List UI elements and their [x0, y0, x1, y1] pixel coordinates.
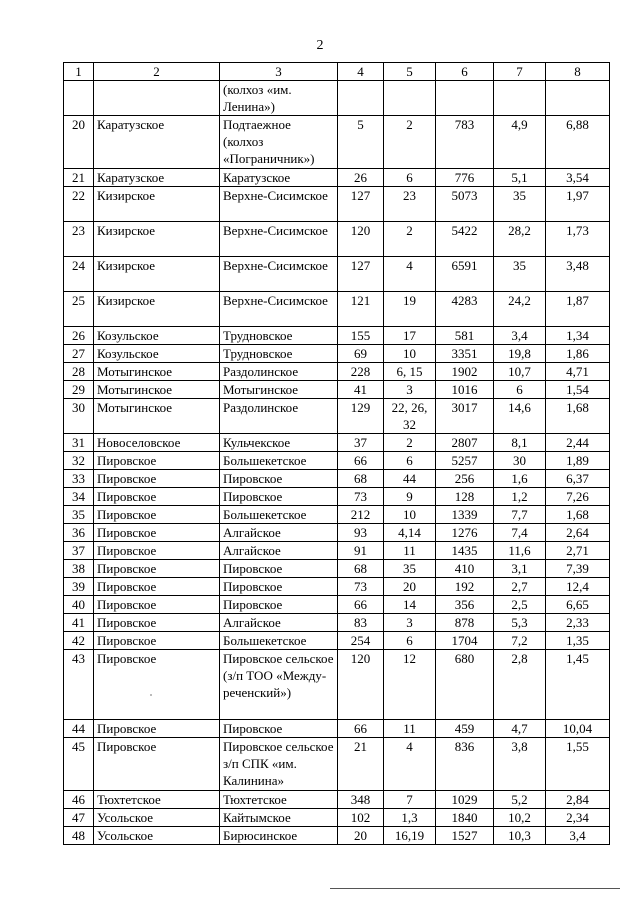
column-header: 6 [436, 63, 494, 81]
cell-c7: 1,2 [494, 488, 546, 506]
table-row [64, 720, 610, 738]
column-header: 3 [220, 63, 338, 81]
cell-district: Каратузское [94, 169, 220, 187]
cell-c4: 66 [338, 596, 384, 614]
table-row [64, 169, 610, 187]
cell-c4: 83 [338, 614, 384, 632]
cell-c4: 73 [338, 578, 384, 596]
cell-c4: 121 [338, 292, 384, 327]
cell-district: Козульское [94, 345, 220, 363]
cell-district: Пировское [94, 524, 220, 542]
cell-c4: 228 [338, 363, 384, 381]
cell-settlement: Кульчекское [220, 434, 338, 452]
table-body [64, 81, 610, 845]
cell-c7: 5,2 [494, 791, 546, 809]
cell-c5: 44 [384, 470, 436, 488]
table-row [64, 596, 610, 614]
cell-c6: 1527 [436, 827, 494, 845]
cell-c5: 16,19 [384, 827, 436, 845]
cell-c8: 7,26 [546, 488, 610, 506]
table-row [64, 827, 610, 845]
column-header: 4 [338, 63, 384, 81]
table-row [64, 399, 610, 434]
cell-c4: 68 [338, 560, 384, 578]
bottom-rule [330, 888, 620, 889]
cell-c6: 3017 [436, 399, 494, 434]
cell-c4: 129 [338, 399, 384, 434]
cell-n: 36 [64, 524, 94, 542]
cell-n: 46 [64, 791, 94, 809]
cell-settlement: Пировское [220, 488, 338, 506]
cell-c6: 836 [436, 738, 494, 791]
cell-n: 40 [64, 596, 94, 614]
cell-n: 38 [64, 560, 94, 578]
cell-district: Мотыгинское [94, 399, 220, 434]
cell-district: Пировское [94, 632, 220, 650]
cell-c5: 19 [384, 292, 436, 327]
cell-n: 37 [64, 542, 94, 560]
cell-c4: 91 [338, 542, 384, 560]
cell-c4: 120 [338, 222, 384, 257]
cell-c5: 2 [384, 116, 436, 169]
cell-n: 47 [64, 809, 94, 827]
cell-c8: 1,97 [546, 187, 610, 222]
cell-c8: 6,37 [546, 470, 610, 488]
column-header: 7 [494, 63, 546, 81]
cell-c4: 254 [338, 632, 384, 650]
cell-settlement: Большекетское [220, 632, 338, 650]
cell-n: 28 [64, 363, 94, 381]
scan-mark [150, 694, 152, 696]
cell-c7 [494, 81, 546, 116]
cell-district: Пировское [94, 650, 220, 720]
cell-n: 26 [64, 327, 94, 345]
cell-c4: 5 [338, 116, 384, 169]
cell-c7: 11,6 [494, 542, 546, 560]
cell-c5: 10 [384, 345, 436, 363]
cell-c7: 7,4 [494, 524, 546, 542]
cell-c5: 9 [384, 488, 436, 506]
cell-district [94, 81, 220, 116]
cell-c4: 37 [338, 434, 384, 452]
cell-district: Кизирское [94, 187, 220, 222]
cell-c6: 256 [436, 470, 494, 488]
cell-c5: 6 [384, 452, 436, 470]
cell-c7: 4,7 [494, 720, 546, 738]
cell-n: 31 [64, 434, 94, 452]
cell-c7: 3,8 [494, 738, 546, 791]
cell-c4: 41 [338, 381, 384, 399]
header-row [64, 63, 610, 81]
cell-c6: 3351 [436, 345, 494, 363]
cell-c7: 2,5 [494, 596, 546, 614]
cell-c7: 2,8 [494, 650, 546, 720]
cell-c8: 10,04 [546, 720, 610, 738]
cell-c5: 2 [384, 222, 436, 257]
cell-settlement: Верхне-Сисимское [220, 187, 338, 222]
cell-district: Пировское [94, 452, 220, 470]
cell-c8: 4,71 [546, 363, 610, 381]
cell-settlement: Тюхтетское [220, 791, 338, 809]
cell-c6: 581 [436, 327, 494, 345]
cell-c5: 6 [384, 169, 436, 187]
cell-c6: 459 [436, 720, 494, 738]
cell-c6: 1029 [436, 791, 494, 809]
cell-c8: 1,35 [546, 632, 610, 650]
cell-c6: 6591 [436, 257, 494, 292]
cell-c5: 3 [384, 614, 436, 632]
cell-c5: 11 [384, 720, 436, 738]
cell-c5: 20 [384, 578, 436, 596]
cell-n: 42 [64, 632, 94, 650]
cell-n: 30 [64, 399, 94, 434]
cell-settlement: Пировское [220, 720, 338, 738]
cell-n [64, 81, 94, 116]
cell-n: 41 [64, 614, 94, 632]
cell-c6: 783 [436, 116, 494, 169]
cell-c7: 10,2 [494, 809, 546, 827]
cell-c8: 1,54 [546, 381, 610, 399]
cell-c5: 4,14 [384, 524, 436, 542]
cell-settlement: Большекетское [220, 506, 338, 524]
column-header: 5 [384, 63, 436, 81]
cell-c8: 3,48 [546, 257, 610, 292]
cell-c8: 1,45 [546, 650, 610, 720]
cell-district: Каратузское [94, 116, 220, 169]
cell-c6: 776 [436, 169, 494, 187]
cell-c4: 127 [338, 187, 384, 222]
cell-district: Кизирское [94, 257, 220, 292]
cell-n: 39 [64, 578, 94, 596]
cell-settlement: (колхоз «им. Ленина») [220, 81, 338, 116]
cell-c8: 2,33 [546, 614, 610, 632]
cell-district: Пировское [94, 578, 220, 596]
cell-c4: 93 [338, 524, 384, 542]
cell-c5: 4 [384, 257, 436, 292]
cell-settlement: Трудновское [220, 345, 338, 363]
cell-c8: 2,44 [546, 434, 610, 452]
cell-district: Пировское [94, 720, 220, 738]
cell-c8: 6,65 [546, 596, 610, 614]
cell-c6: 2807 [436, 434, 494, 452]
cell-c6: 1902 [436, 363, 494, 381]
data-table [63, 62, 610, 845]
table-row [64, 187, 610, 222]
cell-district: Пировское [94, 614, 220, 632]
cell-c6: 128 [436, 488, 494, 506]
cell-settlement: Кайтымское [220, 809, 338, 827]
cell-c8: 1,55 [546, 738, 610, 791]
column-header: 8 [546, 63, 610, 81]
cell-c8: 1,68 [546, 399, 610, 434]
table-row [64, 506, 610, 524]
cell-c6: 192 [436, 578, 494, 596]
table-row [64, 524, 610, 542]
cell-c7: 7,7 [494, 506, 546, 524]
cell-c4: 26 [338, 169, 384, 187]
cell-c5: 12 [384, 650, 436, 720]
cell-n: 44 [64, 720, 94, 738]
cell-c6: 1704 [436, 632, 494, 650]
cell-c8: 1,87 [546, 292, 610, 327]
cell-c7: 8,1 [494, 434, 546, 452]
cell-n: 48 [64, 827, 94, 845]
cell-c5: 6, 15 [384, 363, 436, 381]
cell-n: 32 [64, 452, 94, 470]
cell-c5: 35 [384, 560, 436, 578]
cell-c5: 1,3 [384, 809, 436, 827]
cell-c7: 4,9 [494, 116, 546, 169]
cell-c6: 878 [436, 614, 494, 632]
column-header: 1 [64, 63, 94, 81]
cell-c5: 10 [384, 506, 436, 524]
cell-settlement: Верхне-Сисимское [220, 292, 338, 327]
cell-c8: 3,54 [546, 169, 610, 187]
cell-c4: 212 [338, 506, 384, 524]
cell-c4: 69 [338, 345, 384, 363]
cell-n: 20 [64, 116, 94, 169]
cell-c8: 3,4 [546, 827, 610, 845]
cell-district: Кизирское [94, 292, 220, 327]
cell-district: Пировское [94, 596, 220, 614]
cell-c7: 24,2 [494, 292, 546, 327]
cell-district: Мотыгинское [94, 381, 220, 399]
cell-c4: 348 [338, 791, 384, 809]
cell-c7: 10,7 [494, 363, 546, 381]
cell-settlement: Большекетское [220, 452, 338, 470]
cell-settlement: Трудновское [220, 327, 338, 345]
cell-n: 24 [64, 257, 94, 292]
cell-c5: 23 [384, 187, 436, 222]
cell-n: 23 [64, 222, 94, 257]
cell-c7: 19,8 [494, 345, 546, 363]
cell-c8: 2,84 [546, 791, 610, 809]
cell-c8: 2,64 [546, 524, 610, 542]
cell-c5: 4 [384, 738, 436, 791]
table-row [64, 560, 610, 578]
cell-n: 21 [64, 169, 94, 187]
table-row [64, 434, 610, 452]
cell-settlement: Пировское сельское з/п СПК «им. Калинина» [220, 738, 338, 791]
cell-c6: 4283 [436, 292, 494, 327]
cell-c4: 127 [338, 257, 384, 292]
cell-n: 29 [64, 381, 94, 399]
table-row [64, 292, 610, 327]
cell-district: Мотыгинское [94, 363, 220, 381]
cell-settlement: Подтаежное (колхоз «Пограничник») [220, 116, 338, 169]
cell-c8: 1,89 [546, 452, 610, 470]
cell-settlement: Раздолинское [220, 363, 338, 381]
cell-n: 27 [64, 345, 94, 363]
cell-c5: 7 [384, 791, 436, 809]
cell-c4: 102 [338, 809, 384, 827]
cell-district: Пировское [94, 506, 220, 524]
cell-n: 34 [64, 488, 94, 506]
cell-n: 33 [64, 470, 94, 488]
cell-c4: 21 [338, 738, 384, 791]
cell-settlement: Пировское [220, 560, 338, 578]
table-row [64, 327, 610, 345]
cell-c6: 1339 [436, 506, 494, 524]
cell-c4: 120 [338, 650, 384, 720]
cell-c5 [384, 81, 436, 116]
cell-c6: 1840 [436, 809, 494, 827]
cell-c7: 3,1 [494, 560, 546, 578]
table-row [64, 791, 610, 809]
cell-c4: 73 [338, 488, 384, 506]
cell-c4: 20 [338, 827, 384, 845]
cell-c7: 2,7 [494, 578, 546, 596]
cell-c7: 28,2 [494, 222, 546, 257]
table-row [64, 81, 610, 116]
cell-c6: 410 [436, 560, 494, 578]
cell-c7: 7,2 [494, 632, 546, 650]
cell-district: Пировское [94, 738, 220, 791]
table-row [64, 470, 610, 488]
cell-n: 25 [64, 292, 94, 327]
table-row [64, 578, 610, 596]
cell-c8: 1,86 [546, 345, 610, 363]
cell-c7: 14,6 [494, 399, 546, 434]
cell-c7: 5,1 [494, 169, 546, 187]
cell-settlement: Верхне-Сисимское [220, 257, 338, 292]
table-row [64, 542, 610, 560]
table-row [64, 452, 610, 470]
cell-n: 45 [64, 738, 94, 791]
cell-c6: 5422 [436, 222, 494, 257]
cell-c7: 35 [494, 257, 546, 292]
cell-c5: 2 [384, 434, 436, 452]
cell-c4: 68 [338, 470, 384, 488]
cell-settlement: Бирюсинское [220, 827, 338, 845]
table-row [64, 632, 610, 650]
cell-c7: 10,3 [494, 827, 546, 845]
table-row [64, 614, 610, 632]
cell-n: 43 [64, 650, 94, 720]
table-row [64, 345, 610, 363]
cell-c6: 1016 [436, 381, 494, 399]
cell-c7: 35 [494, 187, 546, 222]
column-header: 2 [94, 63, 220, 81]
cell-c8: 1,68 [546, 506, 610, 524]
cell-n: 22 [64, 187, 94, 222]
cell-district: Усольское [94, 809, 220, 827]
cell-c5: 6 [384, 632, 436, 650]
cell-district: Козульское [94, 327, 220, 345]
cell-c8: 2,71 [546, 542, 610, 560]
table-row [64, 222, 610, 257]
cell-settlement: Пировское [220, 470, 338, 488]
cell-settlement: Мотыгинское [220, 381, 338, 399]
cell-c6: 1435 [436, 542, 494, 560]
cell-c8 [546, 81, 610, 116]
table-row [64, 738, 610, 791]
cell-c6 [436, 81, 494, 116]
cell-c5: 17 [384, 327, 436, 345]
cell-n: 35 [64, 506, 94, 524]
table-row [64, 257, 610, 292]
cell-district: Пировское [94, 488, 220, 506]
cell-c4: 155 [338, 327, 384, 345]
cell-c8: 1,34 [546, 327, 610, 345]
cell-settlement: Раздолинское [220, 399, 338, 434]
table-row [64, 363, 610, 381]
cell-c8: 12,4 [546, 578, 610, 596]
cell-c8: 7,39 [546, 560, 610, 578]
table-row [64, 488, 610, 506]
cell-district: Кизирское [94, 222, 220, 257]
cell-c6: 5073 [436, 187, 494, 222]
cell-c8: 1,73 [546, 222, 610, 257]
table-row [64, 116, 610, 169]
cell-district: Новоселовское [94, 434, 220, 452]
cell-district: Усольское [94, 827, 220, 845]
cell-district: Пировское [94, 560, 220, 578]
table-row [64, 381, 610, 399]
cell-settlement: Алгайское [220, 542, 338, 560]
cell-c5: 11 [384, 542, 436, 560]
cell-c6: 1276 [436, 524, 494, 542]
cell-c4: 66 [338, 720, 384, 738]
cell-c6: 356 [436, 596, 494, 614]
cell-c8: 6,88 [546, 116, 610, 169]
cell-settlement: Пировское [220, 596, 338, 614]
cell-c7: 6 [494, 381, 546, 399]
cell-district: Пировское [94, 542, 220, 560]
cell-settlement: Алгайское [220, 524, 338, 542]
cell-settlement: Алгайское [220, 614, 338, 632]
cell-c6: 680 [436, 650, 494, 720]
cell-c5: 14 [384, 596, 436, 614]
page-number: 2 [316, 38, 324, 53]
cell-settlement: Каратузское [220, 169, 338, 187]
cell-c4: 66 [338, 452, 384, 470]
cell-settlement: Верхне-Сисимское [220, 222, 338, 257]
cell-c6: 5257 [436, 452, 494, 470]
cell-settlement: Пировское сельское (з/п ТОО «Между-реченский») [220, 650, 338, 720]
cell-c7: 30 [494, 452, 546, 470]
cell-c4 [338, 81, 384, 116]
cell-district: Пировское [94, 470, 220, 488]
cell-settlement: Пировское [220, 578, 338, 596]
cell-district: Тюхтетское [94, 791, 220, 809]
cell-c7: 3,4 [494, 327, 546, 345]
table-row [64, 650, 610, 720]
cell-c8: 2,34 [546, 809, 610, 827]
cell-c5: 3 [384, 381, 436, 399]
table-row [64, 809, 610, 827]
cell-c7: 1,6 [494, 470, 546, 488]
cell-c5: 22, 26, 32 [384, 399, 436, 434]
cell-c7: 5,3 [494, 614, 546, 632]
